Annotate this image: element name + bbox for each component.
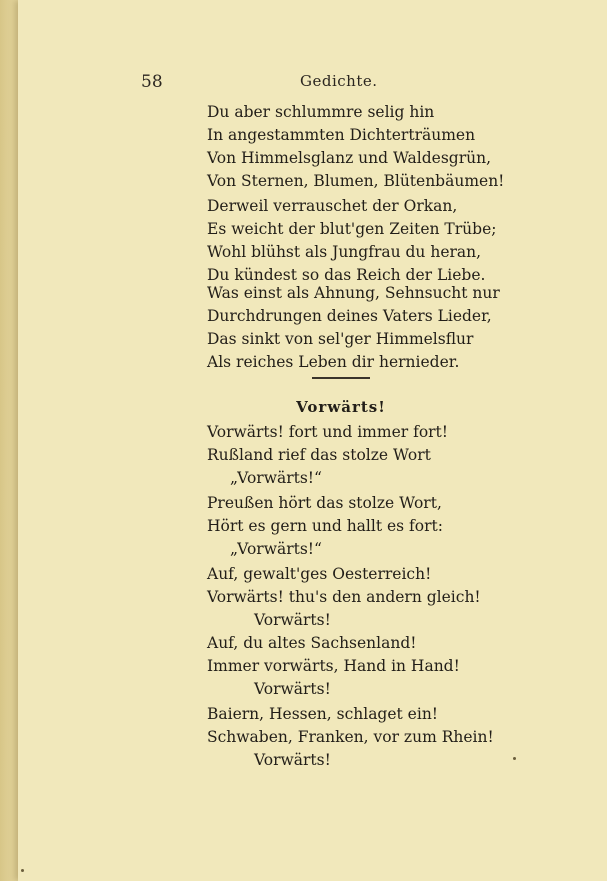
verse-line: Wohl blühst als Jungfrau du heran, xyxy=(207,243,482,261)
paper-speck xyxy=(513,757,516,760)
verse-line: Schwaben, Franken, vor zum Rhein! xyxy=(207,728,494,746)
verse-line: Du aber schlummre selig hin xyxy=(207,103,435,121)
verse-line: Preußen hört das stolze Wort, xyxy=(207,494,442,512)
verse-line: In angestammten Dichterträumen xyxy=(207,126,476,144)
poem-title: Vorwärts! xyxy=(296,398,386,416)
verse-line: Baiern, Hessen, schlaget ein! xyxy=(207,705,439,723)
verse-line: Es weicht der blut'gen Zeiten Trübe; xyxy=(207,220,497,238)
verse-line: Als reiches Leben dir hernieder. xyxy=(207,353,460,371)
verse-refrain: Vorwärts! xyxy=(254,680,331,698)
verse-refrain: „Vorwärts!“ xyxy=(230,469,322,487)
verse-line: Von Sternen, Blumen, Blütenbäumen! xyxy=(207,172,505,190)
verse-line: Auf, du altes Sachsenland! xyxy=(207,634,417,652)
verse-line: Was einst als Ahnung, Sehnsucht nur xyxy=(207,284,500,302)
stanza-1 xyxy=(207,101,507,193)
page-header xyxy=(0,72,607,98)
page-gutter xyxy=(0,0,18,881)
verse-refrain: „Vorwärts!“ xyxy=(230,540,322,558)
stanza-4 xyxy=(207,421,507,490)
verse-line: Du kündest so das Reich der Liebe. xyxy=(207,266,486,284)
stanza-6 xyxy=(207,563,507,632)
verse-line: Rußland rief das stolze Wort xyxy=(207,446,431,464)
stanza-8 xyxy=(207,703,507,772)
paper-speck xyxy=(21,869,24,872)
verse-line: Vorwärts! thu's den andern gleich! xyxy=(207,588,481,606)
running-title: Gedichte. xyxy=(300,72,378,90)
verse-refrain: Vorwärts! xyxy=(254,751,331,769)
stanza-2 xyxy=(207,195,507,287)
stanza-5 xyxy=(207,492,507,561)
page-number: 58 xyxy=(141,72,163,92)
verse-line: Von Himmelsglanz und Waldesgrün, xyxy=(207,149,492,167)
verse-line: Immer vorwärts, Hand in Hand! xyxy=(207,657,460,675)
stanza-7 xyxy=(207,632,507,701)
verse-line: Auf, gewalt'ges Oesterreich! xyxy=(207,565,432,583)
verse-refrain: Vorwärts! xyxy=(254,611,331,629)
section-divider xyxy=(312,377,370,379)
stanza-3 xyxy=(207,282,507,374)
verse-line: Hört es gern und hallt es fort: xyxy=(207,517,443,535)
verse-line: Vorwärts! fort und immer fort! xyxy=(207,423,449,441)
verse-line: Durchdrungen deines Vaters Lieder, xyxy=(207,307,492,325)
verse-line: Derweil verrauschet der Orkan, xyxy=(207,197,458,215)
verse-line: Das sinkt von sel'ger Himmelsflur xyxy=(207,330,474,348)
